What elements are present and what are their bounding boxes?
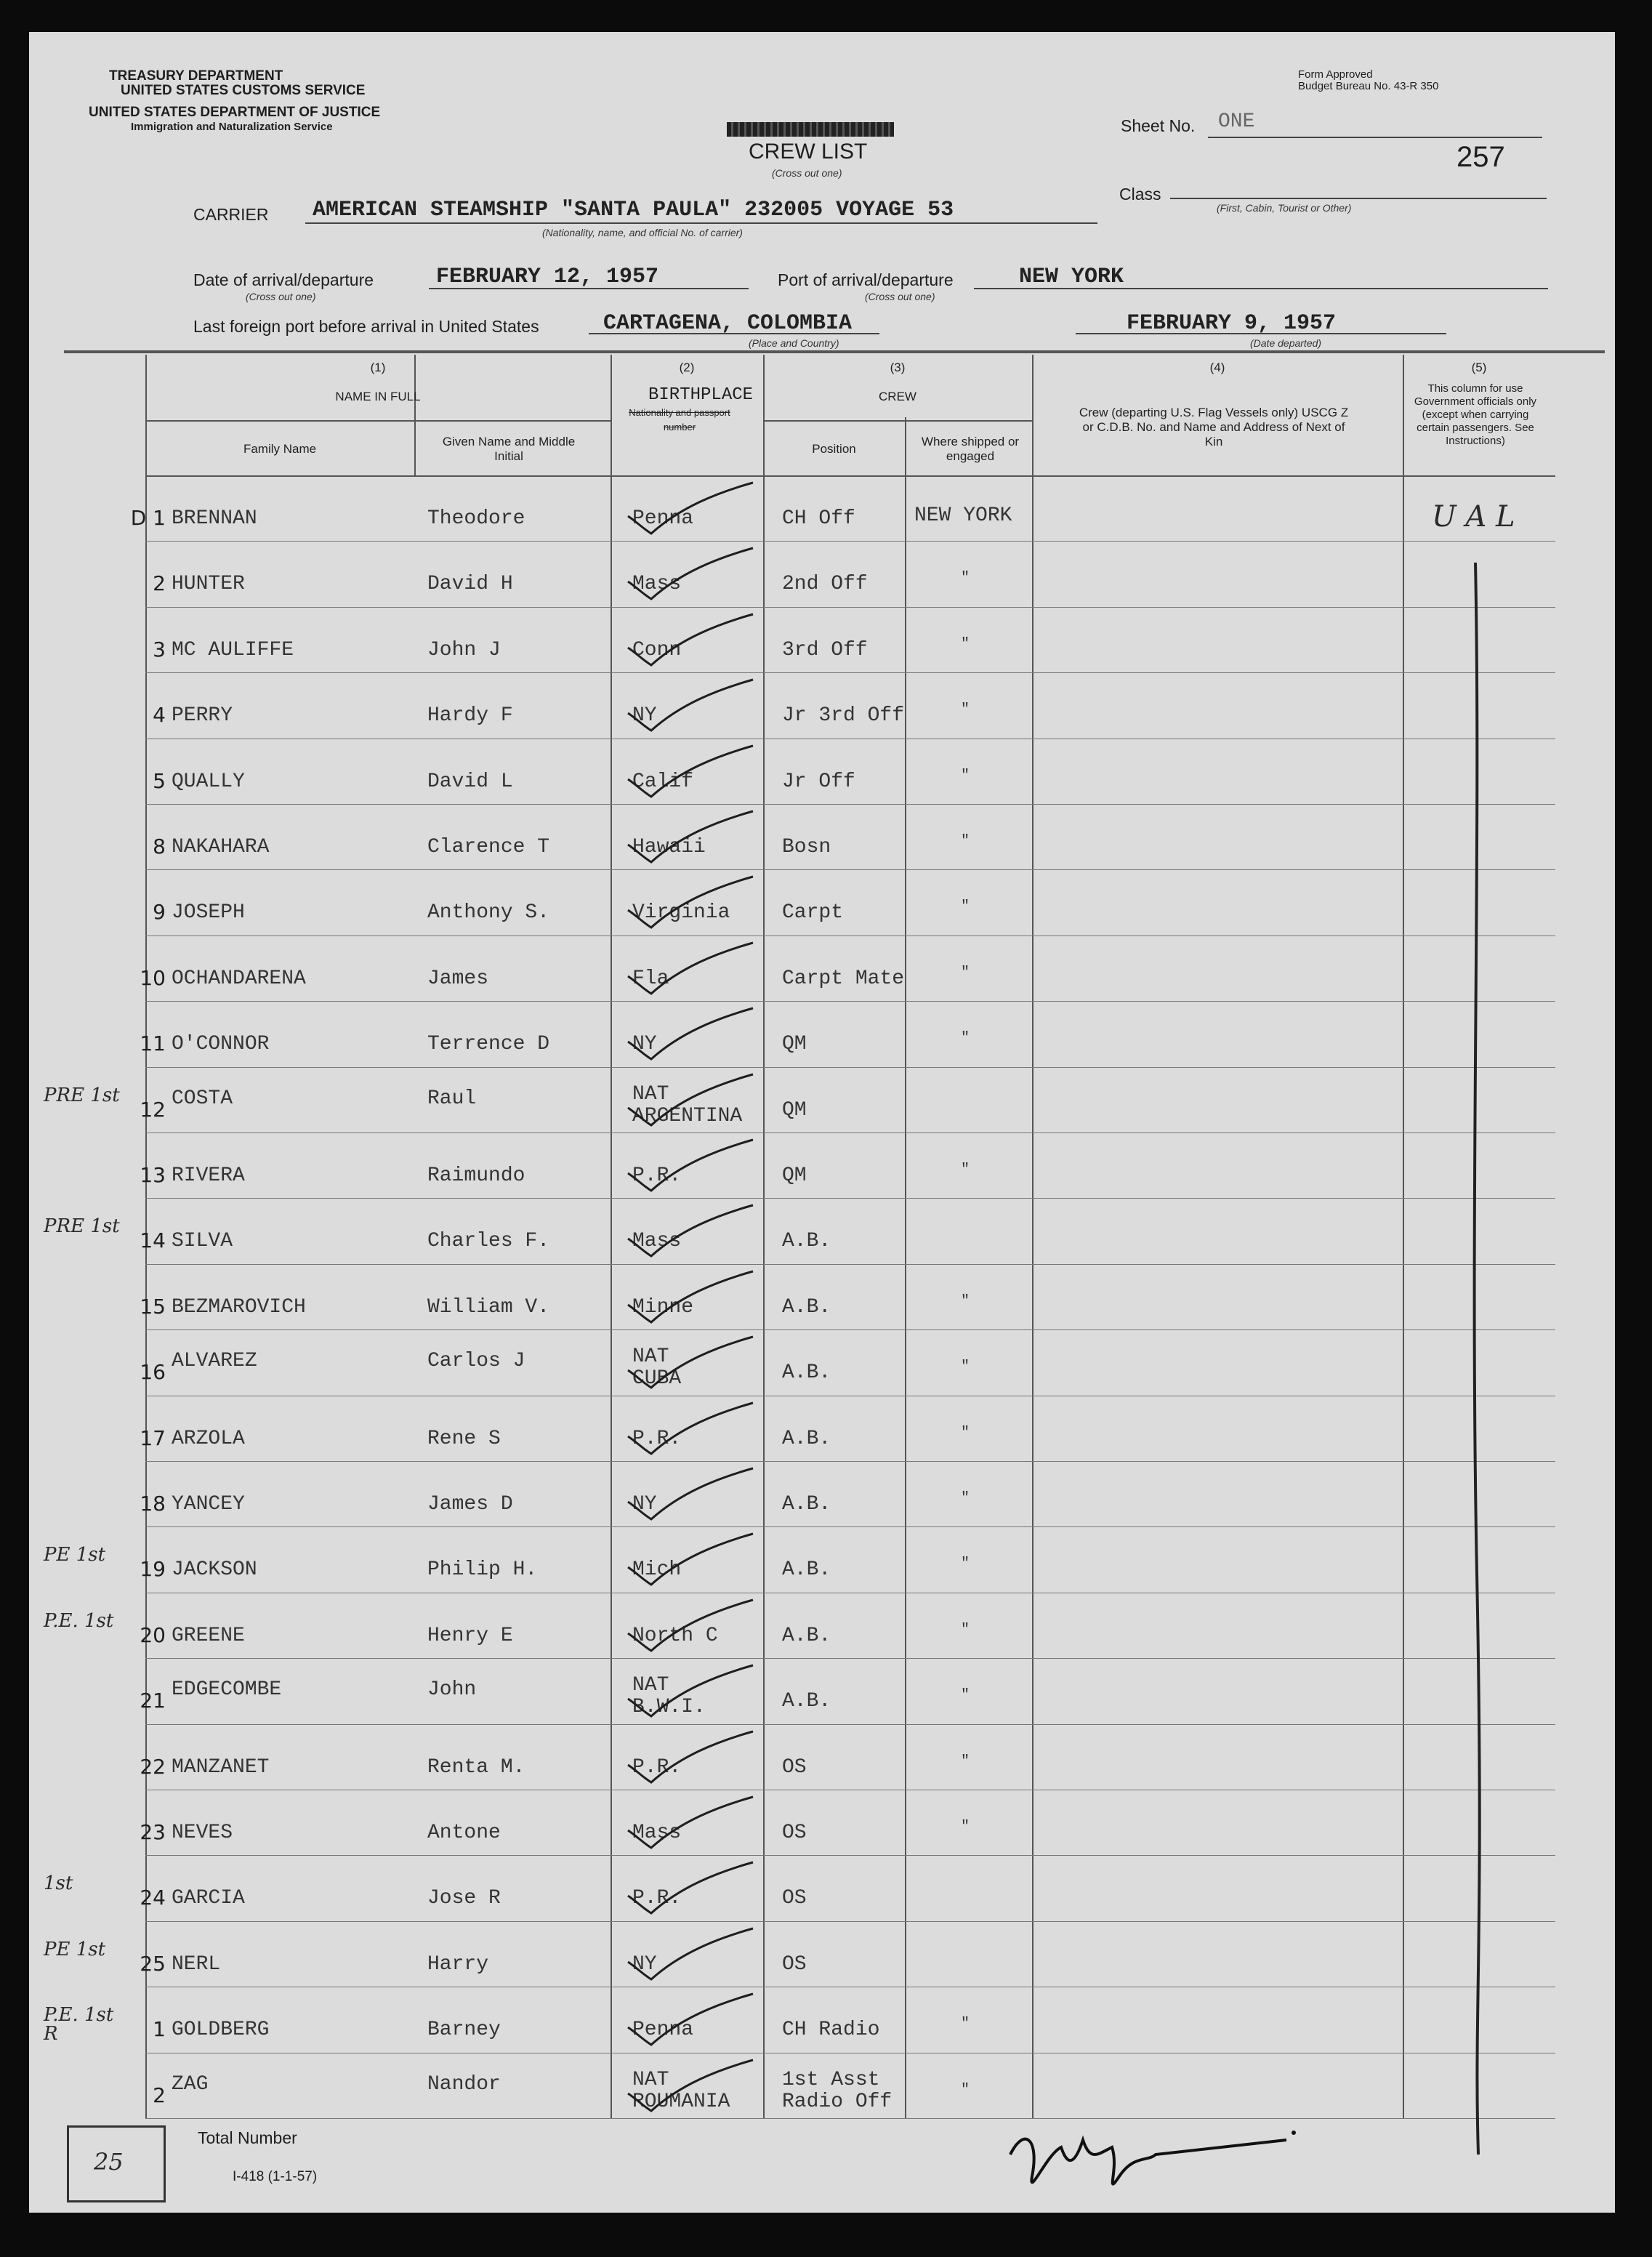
date-underline	[429, 288, 749, 289]
birthplace: Penna	[632, 507, 694, 530]
official-mark: U A L	[1432, 500, 1515, 534]
family-name-header: Family Name	[243, 442, 317, 456]
birthplace: NY	[632, 704, 657, 728]
birthplace: Mass	[632, 573, 682, 596]
where-shipped: "	[961, 2016, 970, 2033]
given-name: Jose R	[427, 1887, 501, 1910]
check-mark	[622, 1990, 767, 2048]
where-shipped-header: Where shipped or engaged	[921, 435, 1020, 463]
last-port-value: CARTAGENA, COLOMBIA	[603, 311, 853, 336]
budget-bureau: Budget Bureau No. 43-R 350	[1298, 80, 1439, 92]
port-label: Port of arrival/departure	[778, 270, 954, 289]
total-box	[67, 2125, 166, 2202]
check-mark	[622, 1267, 767, 1325]
total-label: Total Number	[198, 2128, 297, 2147]
check-mark	[622, 1858, 767, 1916]
date-departed-note: (Date departed)	[1250, 337, 1322, 349]
birthplace: Fla	[632, 967, 669, 990]
col1-number: (1)	[370, 361, 386, 374]
row-number: 8	[153, 834, 166, 858]
col2-label: BIRTHPLACE	[648, 385, 754, 405]
position: CH Off	[782, 507, 855, 530]
sheet-underline	[1208, 137, 1542, 138]
class-label: Class	[1119, 185, 1161, 204]
check-mark	[622, 610, 767, 668]
row-number: 3	[153, 637, 166, 661]
family-name: GOLDBERG	[172, 2019, 270, 2042]
where-shipped: "	[961, 898, 970, 916]
check-mark	[622, 478, 767, 536]
last-port-underline	[589, 333, 879, 334]
row-number: 25	[140, 1951, 166, 1976]
agency-line-2: UNITED STATES CUSTOMS SERVICE	[121, 83, 366, 98]
row-mark: 1st	[44, 1872, 73, 1895]
where-shipped: "	[961, 1424, 970, 1441]
birthplace: Mass	[632, 1822, 682, 1844]
port-value: NEW YORK	[1019, 265, 1124, 289]
where-shipped: "	[961, 833, 970, 850]
given-name: Clarence T	[427, 836, 550, 858]
family-name: JOSEPH	[172, 901, 245, 925]
given-name: John J	[427, 638, 501, 661]
family-name: EDGECOMBE	[172, 1678, 282, 1702]
position-line-2: Radio Off	[782, 2090, 893, 2113]
birthplace: P.R.	[632, 1427, 682, 1450]
family-name: OCHANDARENA	[172, 967, 306, 990]
row-number: 2	[153, 571, 166, 596]
given-name: David L	[427, 770, 513, 793]
given-name: Henry E	[427, 1624, 513, 1647]
check-mark	[622, 1596, 767, 1654]
given-name: Raimundo	[427, 1164, 525, 1187]
sheet-value: ONE	[1218, 110, 1255, 133]
given-name: Terrence D	[427, 1033, 550, 1056]
family-name: ARZOLA	[172, 1427, 245, 1450]
birthplace: NY	[632, 1952, 657, 1976]
check-mark	[622, 1332, 767, 1391]
row-mark: PRE 1st	[44, 1215, 120, 1238]
position: Carpt	[782, 901, 844, 925]
sheet-label: Sheet No.	[1121, 116, 1196, 135]
check-mark	[622, 675, 767, 733]
given-name-header: Given Name and Middle Initial	[442, 435, 576, 463]
check-mark	[622, 1135, 767, 1194]
position: A.B.	[782, 1558, 831, 1582]
row-number: 17	[140, 1425, 166, 1450]
position: A.B.	[782, 1361, 831, 1385]
family-name: NAKAHARA	[172, 836, 270, 858]
row-number: 10	[140, 965, 166, 990]
col4-label: Crew (departing U.S. Flag Vessels only) USCG Z or C.D.B. No. and Name and Address of Next of Kin	[1079, 406, 1349, 448]
family-name: BRENNAN	[172, 507, 257, 530]
col5-number: (5)	[1471, 361, 1487, 374]
position: A.B.	[782, 1690, 831, 1713]
col3-number: (3)	[890, 361, 906, 374]
struck-passenger-label	[727, 122, 894, 137]
family-name: MC AULIFFE	[172, 638, 294, 661]
family-name: RIVERA	[172, 1164, 245, 1187]
place-note: (Place and Country)	[749, 337, 839, 349]
family-name: ZAG	[172, 2072, 209, 2096]
row-mark: P.E. 1st R	[44, 2004, 114, 2045]
inspector-signature	[996, 2111, 1308, 2213]
row-number: 16	[140, 1360, 166, 1385]
crew-subheader-rule	[763, 420, 1033, 422]
given-name: Philip H.	[427, 1558, 538, 1582]
where-shipped: NEW YORK	[914, 504, 1012, 527]
position: 3rd Off	[782, 638, 868, 661]
row-number: 21	[140, 1689, 166, 1713]
position: Carpt Mate	[782, 967, 905, 990]
row-number: 18	[140, 1492, 166, 1516]
check-mark	[622, 2056, 767, 2114]
table-row	[29, 1790, 1615, 1855]
position: Jr 3rd Off	[782, 704, 905, 728]
family-name: BEZMAROVICH	[172, 1295, 306, 1319]
family-name: ALVAREZ	[172, 1350, 257, 1373]
table-row	[29, 1132, 1615, 1198]
birthplace: Mass	[632, 1230, 682, 1253]
check-mark	[622, 741, 767, 800]
check-mark	[622, 1070, 767, 1128]
date-crossout-note: (Cross out one)	[246, 291, 316, 302]
form-title: CREW LIST	[749, 140, 868, 164]
given-name: David H	[427, 573, 513, 596]
birthplace: NAT	[632, 1345, 669, 1369]
where-shipped: "	[961, 1490, 970, 1507]
position: OS	[782, 1952, 807, 1976]
page-number: 257	[1456, 141, 1505, 173]
row-number: 5	[153, 768, 166, 793]
family-name: O'CONNOR	[172, 1033, 270, 1056]
birthplace-line-2: ARGENTINA	[632, 1104, 743, 1127]
family-name: GREENE	[172, 1624, 245, 1647]
where-shipped: "	[961, 1162, 970, 1178]
given-name: Carlos J	[427, 1350, 525, 1373]
row-number: 4	[153, 703, 166, 728]
row-number: 12	[140, 1097, 166, 1122]
position: 1st Asst	[782, 2068, 880, 2091]
birthplace: NY	[632, 1033, 657, 1056]
family-name: GARCIA	[172, 1887, 245, 1910]
given-name: John	[427, 1678, 477, 1702]
birthplace: Calif	[632, 770, 694, 793]
class-note: (First, Cabin, Tourist or Other)	[1217, 202, 1352, 214]
check-mark	[622, 1924, 767, 1982]
agency-treasury	[80, 68, 283, 84]
given-name: Charles F.	[427, 1230, 550, 1253]
family-name: PERRY	[172, 704, 233, 728]
where-shipped: "	[961, 1556, 970, 1573]
col4-number: (4)	[1209, 361, 1225, 374]
port-underline	[974, 288, 1548, 289]
given-name: Renta M.	[427, 1755, 525, 1779]
birthplace: NY	[632, 1493, 657, 1516]
total-value: 25	[94, 2148, 124, 2176]
given-name: Theodore	[427, 507, 525, 530]
row-rule	[145, 2118, 1555, 2119]
position: QM	[782, 1098, 807, 1122]
row-number: D 1	[130, 506, 166, 530]
col2-number: (2)	[679, 361, 695, 374]
carrier-note: (Nationality, name, and official No. of carrier)	[542, 227, 743, 238]
check-mark	[622, 1399, 767, 1457]
family-name: MANZANET	[172, 1755, 270, 1779]
given-name: Anthony S.	[427, 901, 550, 925]
form-approved: Form Approved	[1298, 68, 1373, 81]
col2-struck-label: Nationality and passport number	[629, 407, 730, 433]
birthplace: Minne	[632, 1295, 694, 1319]
position: A.B.	[782, 1230, 831, 1253]
check-mark	[622, 1201, 767, 1259]
family-name: QUALLY	[172, 770, 245, 793]
given-name: Nandor	[427, 2072, 501, 2096]
birthplace: NAT	[632, 2068, 669, 2091]
birthplace: Mich	[632, 1558, 682, 1582]
family-name: HUNTER	[172, 573, 245, 596]
position: QM	[782, 1164, 807, 1187]
port-crossout-note: (Cross out one)	[865, 291, 935, 302]
row-number: 1	[153, 2017, 166, 2042]
check-mark	[622, 544, 767, 602]
position: A.B.	[782, 1427, 831, 1450]
agency-line-1: TREASURY DEPARTMENT	[109, 68, 283, 84]
crew-list-form	[29, 32, 1615, 2213]
where-shipped: "	[961, 1292, 970, 1310]
given-name: Antone	[427, 1822, 501, 1844]
position: A.B.	[782, 1295, 831, 1319]
position: A.B.	[782, 1624, 831, 1647]
where-shipped: "	[961, 1819, 970, 1835]
birthplace: P.R.	[632, 1164, 682, 1187]
carrier-underline	[305, 222, 1097, 224]
check-mark	[622, 1464, 767, 1522]
row-number: 24	[140, 1886, 166, 1910]
table-row	[29, 1067, 1615, 1132]
birthplace: Conn	[632, 638, 682, 661]
col1-label: NAME IN FULL	[335, 390, 421, 403]
row-mark: PE 1st	[44, 1938, 106, 1960]
class-underline	[1170, 198, 1547, 199]
family-name: COSTA	[172, 1087, 233, 1110]
date-label: Date of arrival/departure	[193, 270, 374, 289]
row-mark: P.E. 1st	[44, 1609, 114, 1632]
row-mark: PRE 1st	[44, 1084, 120, 1106]
family-name: SILVA	[172, 1230, 233, 1253]
given-name: Harry	[427, 1952, 489, 1976]
row-number: 19	[140, 1557, 166, 1582]
col3-label: CREW	[879, 390, 916, 403]
birthplace-line-2: CUBA	[632, 1367, 682, 1391]
position: A.B.	[782, 1493, 831, 1516]
birthplace: NAT	[632, 1082, 669, 1106]
agency-line-4: Immigration and Naturalization Service	[131, 121, 333, 133]
row-number: 20	[140, 1622, 166, 1647]
date-value: FEBRUARY 12, 1957	[436, 265, 659, 289]
position: OS	[782, 1887, 807, 1910]
birthplace: NAT	[632, 1674, 669, 1697]
date-departed-underline	[1076, 333, 1446, 334]
birthplace: P.R.	[632, 1755, 682, 1779]
row-number: 15	[140, 1294, 166, 1319]
given-name: Rene S	[427, 1427, 501, 1450]
position: Bosn	[782, 836, 831, 858]
where-shipped: "	[961, 570, 970, 587]
where-shipped: "	[961, 1687, 970, 1705]
given-name: Raul	[427, 1087, 477, 1110]
carrier-value: AMERICAN STEAMSHIP "SANTA PAULA" 232005 VOYAGE 53	[313, 198, 954, 222]
position: OS	[782, 1822, 807, 1844]
where-shipped: "	[961, 1030, 970, 1047]
where-shipped: "	[961, 767, 970, 784]
agency-line-3: UNITED STATES DEPARTMENT OF JUSTICE	[89, 105, 381, 120]
check-mark	[622, 1529, 767, 1588]
position: QM	[782, 1033, 807, 1056]
table-row	[29, 1921, 1615, 1987]
given-name: Barney	[427, 2019, 501, 2042]
cross-out-note: (Cross out one)	[772, 167, 842, 179]
birthplace-line-2: B.W.I.	[632, 1696, 706, 1719]
where-shipped: "	[961, 1359, 970, 1376]
where-shipped: "	[961, 701, 970, 719]
check-mark	[622, 1793, 767, 1851]
row-number: 14	[140, 1228, 166, 1253]
last-port-label: Last foreign port before arrival in United States	[193, 317, 539, 336]
check-mark	[622, 872, 767, 930]
birthplace: North C	[632, 1624, 718, 1647]
where-shipped: "	[961, 1753, 970, 1770]
birthplace-line-2: ROUMANIA	[632, 2090, 730, 2113]
row-number: 9	[153, 900, 166, 925]
table-row	[29, 1855, 1615, 1920]
position-header: Position	[812, 442, 856, 456]
given-name: William V.	[427, 1295, 550, 1319]
where-shipped: "	[961, 2081, 970, 2099]
row-number: 11	[140, 1031, 166, 1056]
family-name: NERL	[172, 1952, 221, 1976]
check-mark	[622, 807, 767, 865]
position: OS	[782, 1755, 807, 1779]
family-name: YANCEY	[172, 1493, 245, 1516]
given-name: James D	[427, 1493, 513, 1516]
row-number: 2	[153, 2083, 166, 2107]
row-number: 22	[140, 1754, 166, 1779]
carrier-label: CARRIER	[193, 205, 269, 224]
birthplace: Penna	[632, 2019, 694, 2042]
birthplace: Virginia	[632, 901, 730, 925]
col5-label: This column for use Government officials only (except when carrying certain passengers. See Instructions)	[1414, 382, 1537, 447]
birthplace: Hawaii	[632, 836, 706, 858]
date-departed-value: FEBRUARY 9, 1957	[1127, 311, 1337, 336]
form-number: I-418 (1-1-57)	[233, 2169, 318, 2184]
row-mark: PE 1st	[44, 1544, 106, 1566]
birthplace: P.R.	[632, 1887, 682, 1910]
check-mark	[622, 1727, 767, 1785]
family-name: JACKSON	[172, 1558, 257, 1582]
where-shipped: "	[961, 1621, 970, 1638]
where-shipped: "	[961, 635, 970, 653]
check-mark	[622, 1004, 767, 1062]
name-subheader-rule	[145, 420, 611, 422]
row-number: 13	[140, 1163, 166, 1187]
check-mark	[622, 1661, 767, 1719]
position: Jr Off	[782, 770, 855, 793]
official-bracket-line	[1454, 555, 1497, 2169]
row-number: 23	[140, 1820, 166, 1844]
position: CH Radio	[782, 2019, 880, 2042]
position: 2nd Off	[782, 573, 868, 596]
where-shipped: "	[961, 964, 970, 981]
given-name: Hardy F	[427, 704, 513, 728]
check-mark	[622, 938, 767, 997]
family-name: NEVES	[172, 1822, 233, 1844]
table-top-rule	[64, 350, 1605, 353]
given-name: James	[427, 967, 489, 990]
